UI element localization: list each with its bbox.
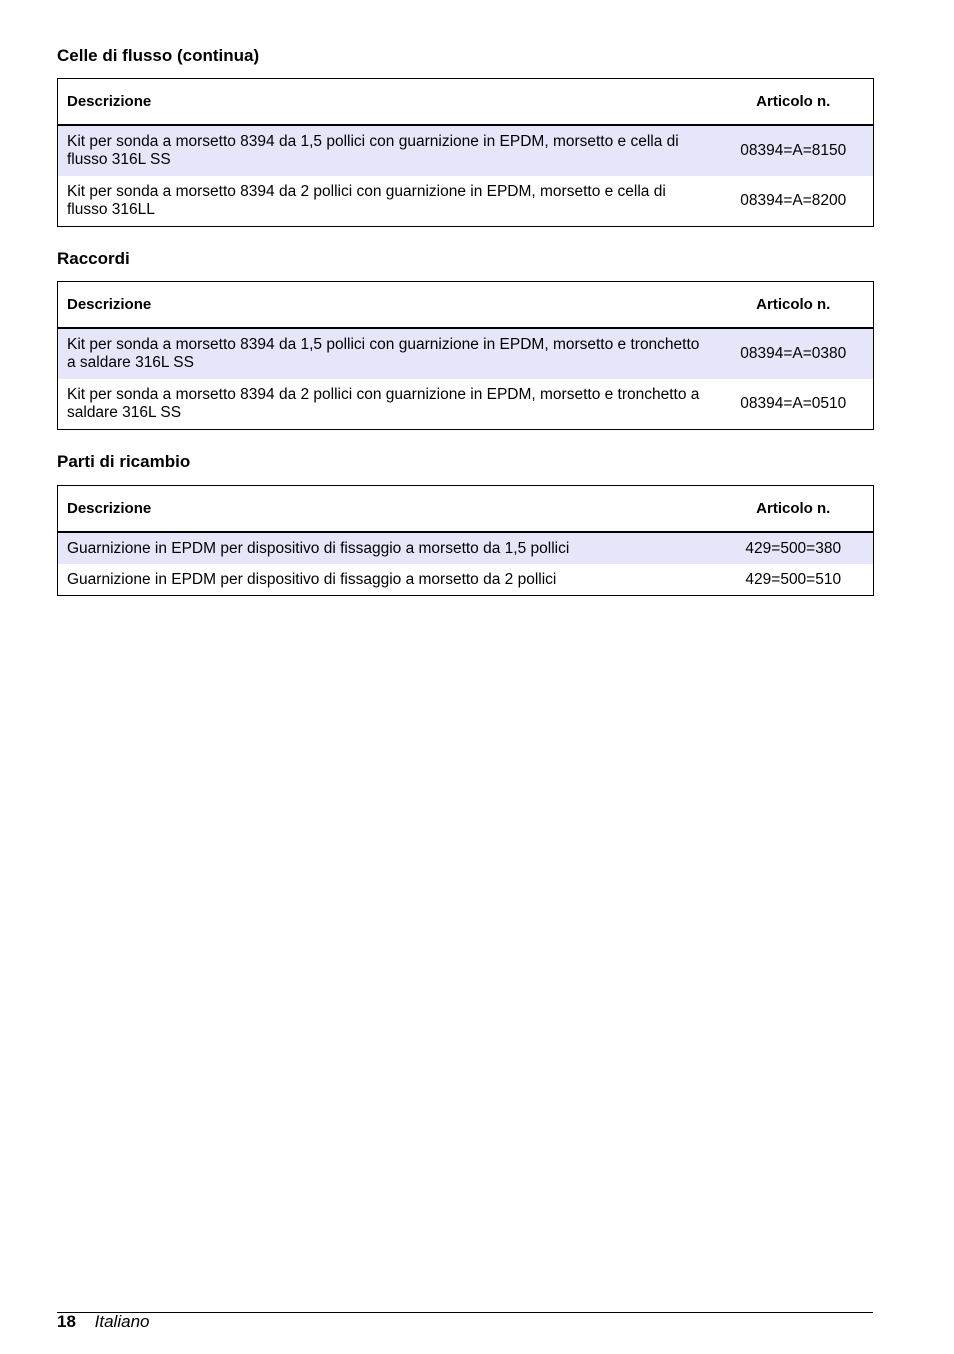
column-header-article-number: Articolo n.: [714, 486, 874, 533]
table-header-row: [58, 486, 874, 533]
table-row: [58, 379, 874, 430]
row-article-number: 08394=A=8150: [714, 125, 874, 176]
parts-table-celle-di-flusso: [57, 78, 874, 227]
table-row: [58, 125, 874, 176]
row-article-number: 08394=A=8200: [714, 176, 874, 227]
row-description: Guarnizione in EPDM per dispositivo di fissaggio a morsetto da 1,5 pollici: [58, 532, 714, 564]
row-description: Kit per sonda a morsetto 8394 da 2 pollici con guarnizione in EPDM, morsetto e cella di flusso 316LL: [58, 176, 714, 227]
table-row: [58, 176, 874, 227]
parts-table-raccordi: [57, 281, 874, 430]
footer-language: Italiano: [94, 1312, 150, 1331]
page-number: 18: [57, 1312, 76, 1331]
table-header-row: [58, 282, 874, 329]
row-article-number: 08394=A=0510: [714, 379, 874, 430]
page-footer: [57, 1311, 149, 1333]
row-description: Guarnizione in EPDM per dispositivo di fissaggio a morsetto da 2 pollici: [58, 564, 714, 596]
table-row: [58, 328, 874, 379]
column-header-description: Descrizione: [58, 79, 714, 126]
column-header-article-number: Articolo n.: [714, 282, 874, 329]
table-row: [58, 564, 874, 596]
row-article-number: 08394=A=0380: [714, 328, 874, 379]
row-description: Kit per sonda a morsetto 8394 da 1,5 pollici con guarnizione in EPDM, morsetto e cella di flusso 316L SS: [58, 125, 714, 176]
parts-table-parti-di-ricambio: [57, 485, 874, 596]
row-description: Kit per sonda a morsetto 8394 da 2 pollici con guarnizione in EPDM, morsetto e tronchetto a saldare 316L SS: [58, 379, 714, 430]
section-title-celle-di-flusso: Celle di flusso (continua): [57, 46, 260, 65]
footer-divider: [57, 1312, 873, 1313]
section-title-parti-di-ricambio: Parti di ricambio: [57, 452, 191, 471]
row-article-number: 429=500=380: [714, 532, 874, 564]
row-description: Kit per sonda a morsetto 8394 da 1,5 pollici con guarnizione in EPDM, morsetto e tronchetto a saldare 316L SS: [58, 328, 714, 379]
column-header-article-number: Articolo n.: [714, 79, 874, 126]
row-article-number: 429=500=510: [714, 564, 874, 596]
table-header-row: [58, 79, 874, 126]
column-header-description: Descrizione: [58, 486, 714, 533]
table-row: [58, 532, 874, 564]
section-title-raccordi: Raccordi: [57, 249, 130, 268]
column-header-description: Descrizione: [58, 282, 714, 329]
